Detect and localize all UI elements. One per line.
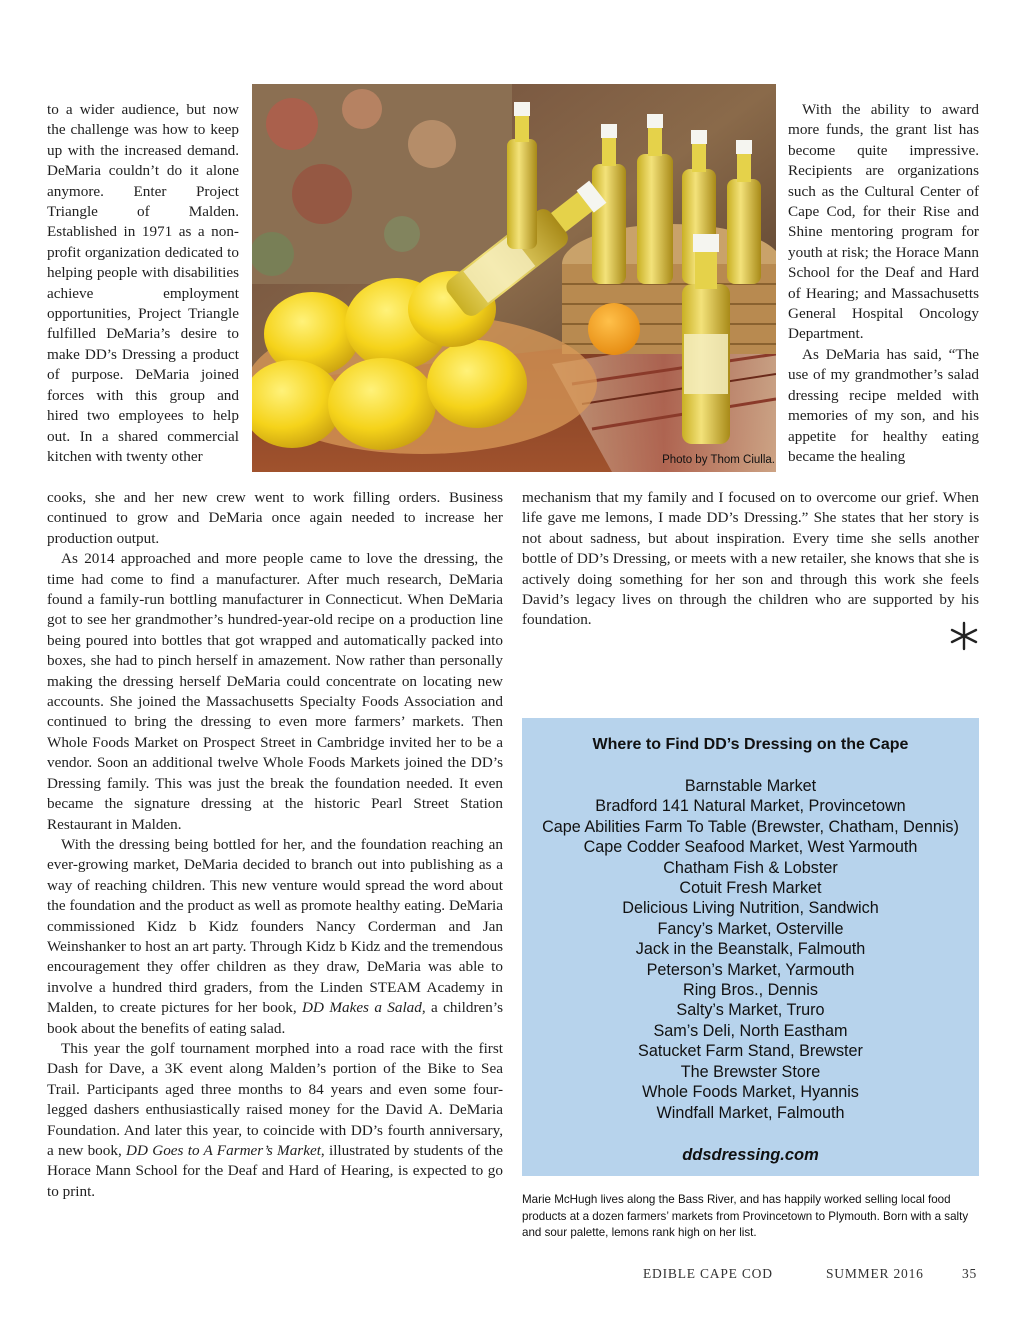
article-paragraph: As 2014 approached and more people came to love the dressing, the time had come to find a manufacturer. After much research, DeMaria found a family-run bottling manufacturer in Connecticut. When DeMaria got to see her grandmother’s hundred-year-old recipe on a production line being poured into bottles that got wrapped and automatically packed into boxes, she had to pinch herself in amazement. Now rather than personally making the dressing herself DeMaria could concentrate on locating new accounts. She joined the Massachusetts Specialty Foods Association and continued to bring the dressing to even more farmers’ markets. Then Whole Foods Market on Prospect Street in Cambridge invited her to be a vendor. Soon an additional twelve Whole Foods Markets joined the DD’s Dressing family. This was just the break the foundation needed. It even became the signature dressing at the historic Pearl Street Station Restaurant in Malden. bbox=[47, 550, 503, 833]
location-item: Bradford 141 Natural Market, Provincetown bbox=[595, 797, 906, 816]
lemons-dressing-photo bbox=[252, 84, 776, 472]
sidebar-title: Where to Find DD’s Dressing on the Cape bbox=[592, 736, 909, 753]
location-item: Cotuit Fresh Market bbox=[679, 879, 822, 898]
footer-issue: SUMMER 2016 bbox=[826, 1266, 924, 1281]
article-paragraph: mechanism that my family and I focused on to overcome our grief. When life gave me lemons, I made DD’s Dressing.” She states that her story is not about sadness, but about inspiration. Every time she sells another bottle of DD’s Dressing, or meets with a new retailer, she knows that she is actively doing something for her son and through this work she feels David’s legacy lives on through the children who are supported by his foundation. bbox=[522, 489, 979, 629]
location-item: The Brewster Store bbox=[680, 1062, 821, 1081]
location-item: Peterson’s Market, Yarmouth bbox=[646, 960, 855, 979]
location-item: Barnstable Market bbox=[684, 777, 817, 795]
location-item: Satucket Farm Stand, Brewster bbox=[638, 1042, 863, 1061]
location-list bbox=[522, 776, 979, 1123]
paragraph-text: This year the golf tournament morphed into a road race with the first Dash for Dave, a 3K event along Malden’s portion of the Bike to Sea Trail. Participants aged three months to 84 years and even some four-legged dashers enthusiastically raised money for the David A. DeMaria Foundation. And later this year, to coincide with DD’s fourth anniversary, a new book, bbox=[47, 1039, 503, 1159]
location-item: Delicious Living Nutrition, Sandwich bbox=[622, 899, 879, 918]
article-paragraph: With the ability to award more funds, the grant list has become quite impressive. Recipients are organizations such as the Cultural Center of Cape Cod, for their Rise and Shine mentoring program for youth at risk; the Horace Mann School for the Deaf and Hard of Hearing; and Massachusetts General Hospital Oncology Department. bbox=[788, 101, 979, 343]
footer-publication: EDIBLE CAPE COD bbox=[643, 1266, 773, 1281]
paragraph-text: , illustrated by students of the Horace Mann School for the Deaf and Hard of Hearing, is expected to go to print. bbox=[47, 1142, 503, 1200]
article-paragraph: cooks, she and her new crew went to work filling orders. Business continued to grow and DeMaria once again needed to increase her production output. bbox=[47, 489, 503, 547]
article-column-right-top bbox=[788, 100, 979, 467]
article-paragraph: As DeMaria has said, “The use of my grandmother’s salad dressing recipe melded with memories of my son, and his appetite for healthy eating became the healing bbox=[788, 345, 979, 465]
location-item: Cape Codder Seafood Market, West Yarmouth bbox=[583, 838, 918, 857]
author-bio: Marie McHugh lives along the Bass River, and has happily worked selling local food products at a dozen farmers’ markets from Provincetown to Plymouth. Born with a salty and sour palette, lemons rank high on her list. bbox=[522, 1193, 969, 1239]
location-item: Chatham Fish & Lobster bbox=[663, 858, 838, 877]
location-item: Ring Bros., Dennis bbox=[683, 981, 818, 1000]
book-title: DD Goes to A Farmer’s Market bbox=[126, 1142, 321, 1159]
article-paragraph bbox=[47, 835, 503, 1039]
location-item: Cape Abilities Farm To Table (Brewster, Chatham, Dennis) bbox=[542, 817, 959, 836]
article-paragraph: to a wider audience, but now the challenge was how to keep up with the increased demand. DeMaria couldn’t do it alone anymore. Enter Project Triangle of Malden. Established in 1971 as a non-profit organization dedicated to helping people with disabilities achieve employment opportunities, Project Triangle fulfilled DeMaria’s desire to make DD’s Dressing a product of purpose. DeMaria joined forces with this group and hired two employees to help out. In a shared commercial kitchen with twenty other bbox=[47, 101, 239, 465]
article-column-left-top bbox=[47, 100, 239, 467]
page-number: 35 bbox=[962, 1266, 978, 1281]
location-item: Salty’s Market, Truro bbox=[676, 1001, 825, 1020]
location-item: Whole Foods Market, Hyannis bbox=[642, 1083, 859, 1102]
article-column-left-bottom bbox=[47, 488, 503, 1202]
article-column-right-bottom bbox=[522, 488, 979, 631]
where-to-find-sidebar bbox=[522, 718, 979, 1176]
website-link[interactable]: ddsdressing.com bbox=[682, 1146, 819, 1164]
paragraph-text: , a children’s book about the benefits of eating salad. bbox=[47, 999, 503, 1037]
photo-credit: Photo by Thom Ciulla. bbox=[662, 454, 775, 466]
location-item: Jack in the Beanstalk, Falmouth bbox=[635, 940, 866, 959]
location-item: Sam’s Deli, North Eastham bbox=[653, 1021, 848, 1040]
asterisk-star-icon bbox=[948, 620, 980, 652]
article-paragraph bbox=[47, 1039, 503, 1202]
location-item: Windfall Market, Falmouth bbox=[656, 1103, 845, 1122]
paragraph-text: With the dressing being bottled for her, and the foundation reaching an ever-growing market, DeMaria decided to branch out into publishing as a way of reaching children. This new venture would spread the word about the foundation and the product as well as promote healthy eating. DeMaria commissioned Kidz b Kidz founders Nancy Corderman and Jan Weinshanker to host an art party. Through Kidz b Kidz and the tremendous encouragement they offer children as they draw, DeMaria was able to involve a hundred third graders, from the Linden STEAM Academy in Malden, to create pictures for her book, bbox=[47, 835, 503, 1017]
book-title: DD Makes a Salad bbox=[302, 999, 422, 1017]
location-item: Fancy’s Market, Osterville bbox=[657, 919, 844, 938]
